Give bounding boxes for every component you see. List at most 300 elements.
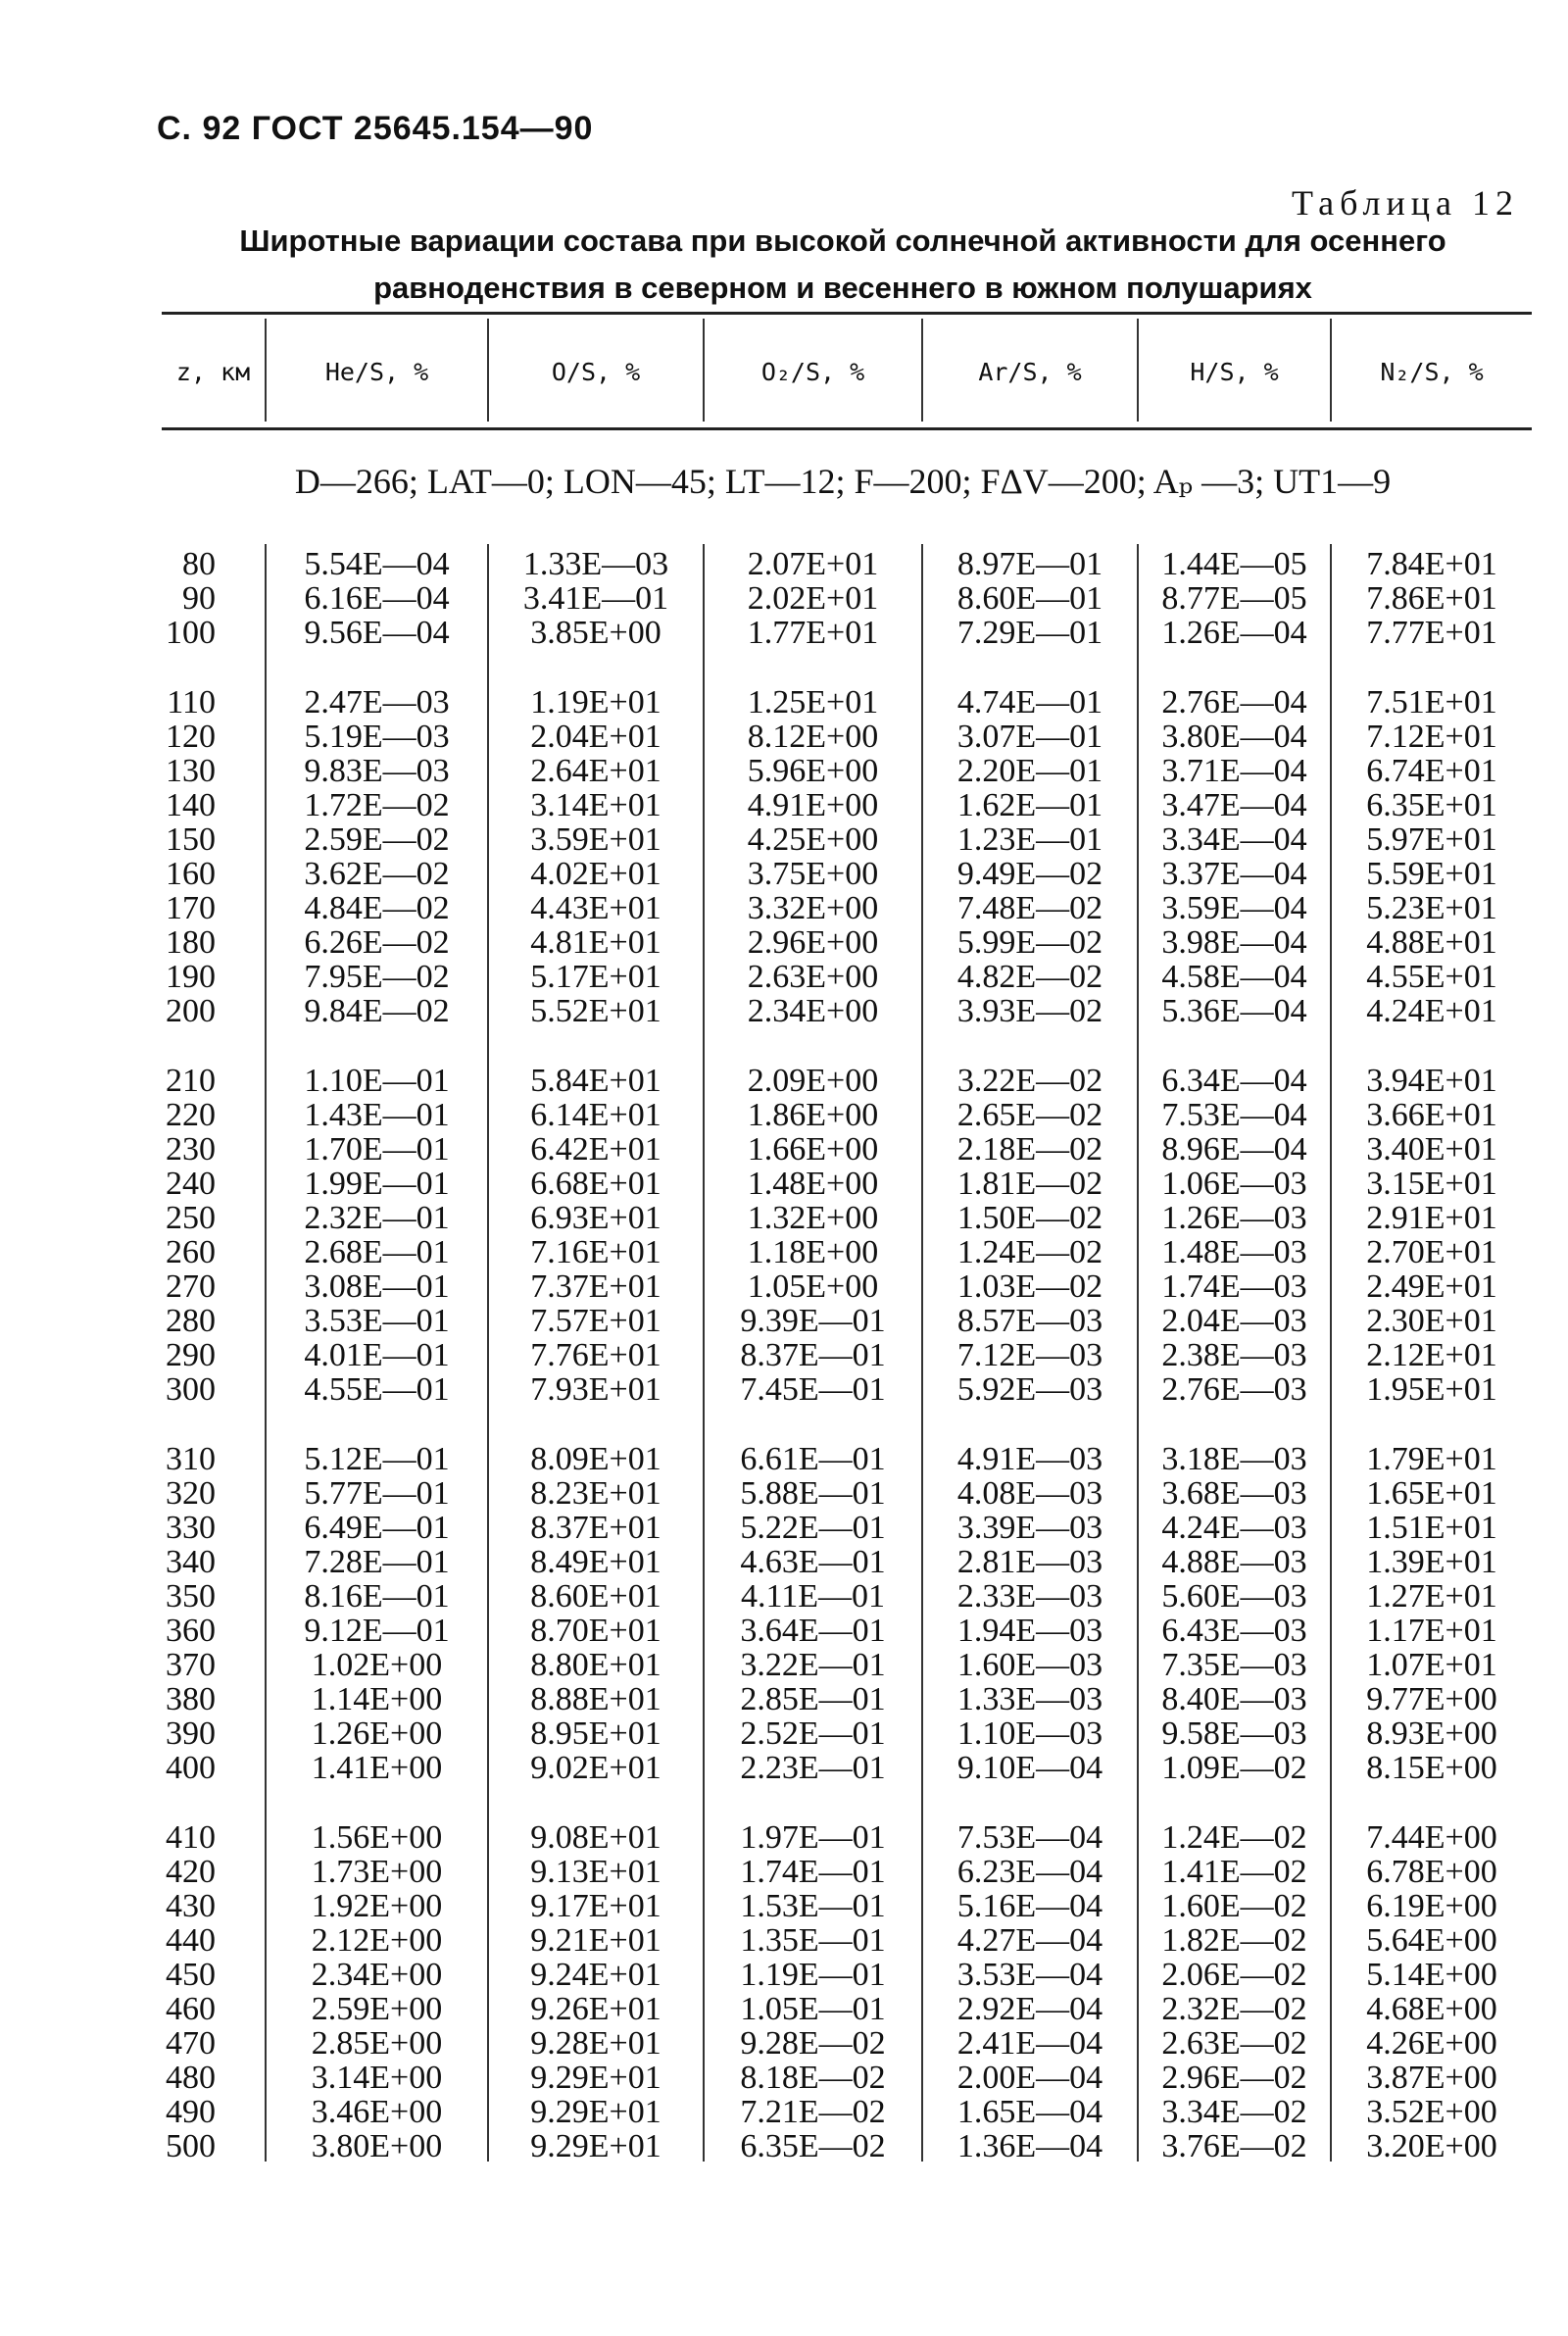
table-cell: 9.58E—03 (1161, 1715, 1307, 1752)
table-cell: 360 (166, 1613, 216, 1649)
table-cell: 1.65E—04 (956, 2094, 1103, 2130)
group-gap (705, 1785, 921, 1820)
table-cell: 2.63E+00 (747, 959, 879, 995)
group-gap (923, 650, 1137, 685)
table-cell: 9.29E+01 (530, 2060, 662, 2096)
table-cell: 1.09E—02 (1161, 1750, 1307, 1786)
table-cell: 1.56E+00 (311, 1819, 443, 1856)
table-cell: 400 (166, 1750, 216, 1786)
table-cell: 1.94E—03 (956, 1613, 1103, 1649)
table-cell: 5.14E+00 (1366, 1957, 1497, 1993)
table-cell: 1.39E+01 (1366, 1544, 1497, 1580)
table-cell: 2.04E—03 (1161, 1303, 1307, 1339)
table-cell: 1.10E—03 (956, 1715, 1103, 1752)
table-cell: 6.35E—02 (740, 2128, 886, 2164)
table-cell: 3.18E—03 (1161, 1441, 1307, 1477)
table-cell: 1.48E—03 (1161, 1234, 1307, 1270)
group-gap (147, 1028, 216, 1064)
column-ar (923, 547, 1137, 2163)
table-cell: 2.23E—01 (740, 1750, 886, 1786)
table-cell: 2.96E+00 (747, 924, 879, 961)
table-cell: 3.68E—03 (1161, 1475, 1307, 1512)
table-cell: 1.02E+00 (311, 1647, 443, 1683)
table-cell: 4.24E—03 (1161, 1510, 1307, 1546)
table-cell: 3.80E+00 (311, 2128, 443, 2164)
table-cell: 80 (182, 546, 216, 582)
group-gap (1332, 1785, 1532, 1820)
table-cell: 4.11E—01 (740, 1578, 885, 1615)
table-cell: 2.38E—03 (1161, 1337, 1307, 1373)
table-cell: 9.08E+01 (530, 1819, 662, 1856)
table-cell: 4.82E—02 (956, 959, 1103, 995)
table-cell: 220 (166, 1097, 216, 1133)
table-cell: 380 (166, 1681, 216, 1717)
table-cell: 1.53E—01 (740, 1888, 886, 1924)
group-gap (1139, 650, 1330, 685)
table-cell: 8.95E+01 (530, 1715, 662, 1752)
table-cell: 9.83E—03 (304, 753, 450, 789)
table-cell: 6.35E+01 (1366, 787, 1497, 823)
table-cell: 3.59E+01 (530, 821, 662, 858)
table-cell: 1.24E—02 (956, 1234, 1103, 1270)
table-cell: 4.24E+01 (1366, 993, 1497, 1029)
table-cell: 8.60E—01 (956, 580, 1103, 617)
table-cell: 7.93E+01 (530, 1371, 662, 1408)
table-cell: 2.34E+00 (311, 1957, 443, 1993)
table-cell: 7.48E—02 (956, 890, 1103, 926)
table-cell: 5.96E+00 (747, 753, 879, 789)
table-cell: 3.75E+00 (747, 856, 879, 892)
table-cell: 110 (167, 684, 216, 721)
table-cell: 1.23E—01 (956, 821, 1103, 858)
table-cell: 4.74E—01 (956, 684, 1103, 721)
table-cell: 1.43E—01 (304, 1097, 450, 1133)
table-cell: 340 (166, 1544, 216, 1580)
table-cell: 6.14E+01 (530, 1097, 662, 1133)
group-gap (705, 1407, 921, 1442)
table-cell: 5.19E—03 (304, 719, 450, 755)
table-cell: 1.41E—02 (1161, 1854, 1307, 1890)
table-cell: 2.12E+00 (311, 1922, 443, 1959)
table-cell: 2.70E+01 (1366, 1234, 1497, 1270)
table-cell: 1.33E—03 (522, 546, 669, 582)
group-gap (1139, 1028, 1330, 1064)
table-cell: 8.09E+01 (530, 1441, 662, 1477)
table-cell: 3.46E+00 (311, 2094, 443, 2130)
group-gap (267, 1028, 487, 1064)
model-parameters: D—266; LAT—0; LON—45; LT—12; F—200; FΔV—200; Aₚ —3; UT1—9 (294, 462, 1392, 501)
table-cell: 8.80E+01 (530, 1647, 662, 1683)
table-cell: 9.77E+00 (1366, 1681, 1497, 1717)
table-cell: 6.78E+00 (1366, 1854, 1497, 1890)
table-cell: 2.81E—03 (956, 1544, 1103, 1580)
group-gap (923, 1028, 1137, 1064)
table-cell: 270 (166, 1268, 216, 1305)
table-cell: 8.23E+01 (530, 1475, 662, 1512)
group-gap (923, 1785, 1137, 1820)
column-header-ar: Ar/S, % (978, 358, 1082, 386)
table-cell: 2.12E+01 (1366, 1337, 1497, 1373)
table-cell: 1.79E+01 (1366, 1441, 1497, 1477)
table-cell: 2.30E+01 (1366, 1303, 1497, 1339)
table-cell: 1.05E+00 (747, 1268, 879, 1305)
table-cell: 1.17E+01 (1366, 1613, 1497, 1649)
table-cell: 3.39E—03 (956, 1510, 1103, 1546)
table-cell: 2.49E+01 (1366, 1268, 1497, 1305)
table-cell: 1.86E+00 (747, 1097, 879, 1133)
table-cell: 1.97E—01 (740, 1819, 886, 1856)
group-gap (267, 1407, 487, 1442)
table-cell: 9.17E+01 (530, 1888, 662, 1924)
table-cell: 5.97E+01 (1366, 821, 1497, 858)
table-cell: 290 (166, 1337, 216, 1373)
column-o2 (705, 547, 921, 2163)
table-cell: 1.32E+00 (747, 1200, 879, 1236)
table-cell: 3.20E+00 (1366, 2128, 1497, 2164)
table-cell: 1.14E+00 (311, 1681, 443, 1717)
table-cell: 5.22E—01 (740, 1510, 886, 1546)
table-cell: 4.68E+00 (1366, 1991, 1497, 2027)
table-cell: 2.96E—02 (1161, 2060, 1307, 2096)
table-cell: 210 (166, 1063, 216, 1099)
table-cell: 470 (166, 2025, 216, 2062)
table-cell: 4.58E—04 (1161, 959, 1307, 995)
table-cell: 310 (166, 1441, 216, 1477)
table-cell: 1.77E+01 (747, 615, 879, 651)
table-cell: 9.26E+01 (530, 1991, 662, 2027)
table-cell: 1.35E—01 (740, 1922, 886, 1959)
table-cell: 440 (166, 1922, 216, 1959)
table-cell: 8.77E—05 (1161, 580, 1307, 617)
table-cell: 6.93E+01 (530, 1200, 662, 1236)
table-cell: 1.44E—05 (1161, 546, 1307, 582)
table-cell: 1.25E+01 (747, 684, 879, 721)
table-cell: 420 (166, 1854, 216, 1890)
table-cell: 8.93E+00 (1366, 1715, 1497, 1752)
table-cell: 1.19E+01 (530, 684, 662, 721)
table-caption-line1: Широтные вариации состава при высокой солнечной активности для осеннего (239, 224, 1446, 258)
table-cell: 370 (166, 1647, 216, 1683)
table-cell: 8.60E+01 (530, 1578, 662, 1615)
table-cell: 1.19E—01 (740, 1957, 886, 1993)
table-cell: 1.48E+00 (747, 1166, 879, 1202)
table-cell: 1.41E+00 (311, 1750, 443, 1786)
table-cell: 1.74E—01 (740, 1854, 886, 1890)
group-gap (1332, 1028, 1532, 1064)
table-cell: 9.24E+01 (530, 1957, 662, 1993)
table-cell: 9.12E—01 (304, 1613, 450, 1649)
table-cell: 1.65E+01 (1366, 1475, 1497, 1512)
table-cell: 9.10E—04 (956, 1750, 1103, 1786)
table-cell: 6.19E+00 (1366, 1888, 1497, 1924)
table-cell: 3.62E—02 (304, 856, 450, 892)
table-cell: 4.63E—01 (740, 1544, 886, 1580)
table-cell: 3.66E+01 (1366, 1097, 1497, 1133)
column-header-he: He/S, % (324, 358, 429, 386)
table-cell: 3.34E—04 (1161, 821, 1307, 858)
table-cell: 2.65E—02 (956, 1097, 1103, 1133)
table-cell: 5.16E—04 (956, 1888, 1103, 1924)
table-cell: 6.34E—04 (1161, 1063, 1307, 1099)
table-cell: 6.74E+01 (1366, 753, 1497, 789)
column-h (1139, 547, 1330, 2163)
table-cell: 2.00E—04 (956, 2060, 1103, 2096)
table-cell: 8.88E+01 (530, 1681, 662, 1717)
table-cell: 170 (166, 890, 216, 926)
table-cell: 320 (166, 1475, 216, 1512)
group-gap (923, 1407, 1137, 1442)
group-gap (147, 1407, 216, 1442)
table-cell: 1.18E+00 (747, 1234, 879, 1270)
table-cell: 4.81E+01 (530, 924, 662, 961)
table-cell: 8.96E—04 (1161, 1131, 1307, 1168)
table-cell: 1.60E—02 (1161, 1888, 1307, 1924)
group-gap (147, 1785, 216, 1820)
table-cell: 1.10E—01 (304, 1063, 450, 1099)
table-cell: 140 (166, 787, 216, 823)
group-gap (489, 1028, 703, 1064)
table-cell: 9.28E+01 (530, 2025, 662, 2062)
table-cell: 2.52E—01 (740, 1715, 886, 1752)
table-cell: 4.84E—02 (304, 890, 450, 926)
table-cell: 1.70E—01 (304, 1131, 450, 1168)
table-cell: 3.22E—01 (740, 1647, 886, 1683)
table-cell: 480 (166, 2060, 216, 2096)
table-cell: 4.27E—04 (956, 1922, 1103, 1959)
group-gap (489, 650, 703, 685)
table-cell: 4.08E—03 (956, 1475, 1103, 1512)
table-cell: 5.64E+00 (1366, 1922, 1497, 1959)
table-cell: 330 (166, 1510, 216, 1546)
table-cell: 100 (166, 615, 216, 651)
table-cell: 9.29E+01 (530, 2094, 662, 2130)
table-cell: 2.04E+01 (530, 719, 662, 755)
table-cell: 3.40E+01 (1366, 1131, 1497, 1168)
table-cell: 2.59E+00 (311, 1991, 443, 2027)
table-cell: 2.92E—04 (956, 1991, 1103, 2027)
table-cell: 1.92E+00 (311, 1888, 443, 1924)
table-cell: 250 (166, 1200, 216, 1236)
table-cell: 1.81E—02 (956, 1166, 1103, 1202)
table-cell: 3.76E—02 (1161, 2128, 1307, 2164)
table-cell: 3.52E+00 (1366, 2094, 1497, 2130)
table-cell: 2.64E+01 (530, 753, 662, 789)
table-cell: 3.87E+00 (1366, 2060, 1497, 2096)
group-gap (705, 650, 921, 685)
table-cell: 2.76E—04 (1161, 684, 1307, 721)
column-header-n2: N₂/S, % (1380, 358, 1484, 386)
table-cell: 460 (166, 1991, 216, 2027)
table-cell: 7.86E+01 (1366, 580, 1497, 617)
table-cell: 240 (166, 1166, 216, 1202)
table-cell: 6.43E—03 (1161, 1613, 1307, 1649)
table-cell: 350 (166, 1578, 216, 1615)
table-cell: 3.93E—02 (956, 993, 1103, 1029)
table-cell: 3.41E—01 (522, 580, 669, 617)
table-cell: 6.42E+01 (530, 1131, 662, 1168)
group-gap (147, 650, 216, 685)
table-cell: 1.74E—03 (1161, 1268, 1307, 1305)
table-cell: 1.62E—01 (956, 787, 1103, 823)
table-cell: 500 (166, 2128, 216, 2164)
table-cell: 2.91E+01 (1366, 1200, 1497, 1236)
table-cell: 1.06E—03 (1161, 1166, 1307, 1202)
column-header-h: H/S, % (1190, 358, 1279, 386)
table-caption-line2: равноденствия в северном и весеннего в южном полушариях (373, 271, 1312, 305)
table-cell: 280 (166, 1303, 216, 1339)
table-cell: 5.36E—04 (1161, 993, 1307, 1029)
table-cell: 160 (166, 856, 216, 892)
table-cell: 7.77E+01 (1366, 615, 1497, 651)
table-cell: 90 (182, 580, 216, 617)
table-cell: 3.22E—02 (956, 1063, 1103, 1099)
table-cell: 3.53E—01 (304, 1303, 450, 1339)
table-cell: 1.50E—02 (956, 1200, 1103, 1236)
table-label: Таблица 12 (1292, 183, 1519, 223)
table-cell: 9.84E—02 (304, 993, 450, 1029)
table-cell: 3.08E—01 (304, 1268, 450, 1305)
table-cell: 2.06E—02 (1161, 1957, 1307, 1993)
table-cell: 6.49E—01 (304, 1510, 450, 1546)
table-cell: 3.53E—04 (956, 1957, 1103, 1993)
table-cell: 7.12E+01 (1366, 719, 1497, 755)
table-cell: 190 (166, 959, 216, 995)
table-cell: 2.41E—04 (956, 2025, 1103, 2062)
table-cell: 5.60E—03 (1161, 1578, 1307, 1615)
table-cell: 2.32E—01 (304, 1200, 450, 1236)
table-cell: 7.28E—01 (304, 1544, 450, 1580)
group-gap (267, 650, 487, 685)
table-cell: 1.51E+01 (1366, 1510, 1497, 1546)
table-cell: 3.98E—04 (1161, 924, 1307, 961)
table-cell: 9.02E+01 (530, 1750, 662, 1786)
column-n2 (1332, 547, 1532, 2163)
table-cell: 8.18E—02 (740, 2060, 886, 2096)
table-cell: 1.26E—03 (1161, 1200, 1307, 1236)
table-cell: 2.33E—03 (956, 1578, 1103, 1615)
table-cell: 7.29E—01 (956, 615, 1103, 651)
table-cell: 8.49E+01 (530, 1544, 662, 1580)
table-cell: 1.07E+01 (1366, 1647, 1497, 1683)
table-cell: 9.39E—01 (740, 1303, 886, 1339)
table-cell: 3.14E+01 (530, 787, 662, 823)
column-he (267, 547, 487, 2163)
table-cell: 130 (166, 753, 216, 789)
table-cell: 8.12E+00 (747, 719, 879, 755)
table-cell: 6.16E—04 (304, 580, 450, 617)
table-cell: 1.99E—01 (304, 1166, 450, 1202)
table-cell: 5.17E+01 (530, 959, 662, 995)
table-cell: 9.21E+01 (530, 1922, 662, 1959)
table-cell: 1.24E—02 (1161, 1819, 1307, 1856)
table-cell: 4.55E—01 (304, 1371, 450, 1408)
table-cell: 1.72E—02 (304, 787, 450, 823)
table-cell: 1.27E+01 (1366, 1578, 1497, 1615)
group-gap (1139, 1407, 1330, 1442)
table-cell: 3.94E+01 (1366, 1063, 1497, 1099)
table-cell: 1.73E+00 (311, 1854, 443, 1890)
group-gap (1139, 1785, 1330, 1820)
table-cell: 2.85E+00 (311, 2025, 443, 2062)
table-cell: 5.88E—01 (740, 1475, 886, 1512)
table-cell: 8.40E—03 (1161, 1681, 1307, 1717)
table-cell: 2.59E—02 (304, 821, 450, 858)
table-cell: 8.70E+01 (530, 1613, 662, 1649)
table-cell: 1.05E—01 (740, 1991, 886, 2027)
table-cell: 5.99E—02 (956, 924, 1103, 961)
table-cell: 300 (166, 1371, 216, 1408)
table-cell: 180 (166, 924, 216, 961)
table-cell: 2.85E—01 (740, 1681, 886, 1717)
table-cell: 3.80E—04 (1161, 719, 1307, 755)
table-cell: 7.95E—02 (304, 959, 450, 995)
table-cell: 9.28E—02 (740, 2025, 886, 2062)
table-cell: 9.56E—04 (304, 615, 450, 651)
table-cell: 7.37E+01 (530, 1268, 662, 1305)
table-cell: 6.23E—04 (956, 1854, 1103, 1890)
table-cell: 1.33E—03 (956, 1681, 1103, 1717)
table-cell: 3.85E+00 (530, 615, 662, 651)
table-cell: 7.57E+01 (530, 1303, 662, 1339)
table-cell: 4.91E+00 (747, 787, 879, 823)
table-cell: 5.23E+01 (1366, 890, 1497, 926)
table-cell: 1.03E—02 (956, 1268, 1103, 1305)
table-cell: 2.07E+01 (747, 546, 879, 582)
header-bottom-rule (162, 427, 1532, 430)
table-cell: 2.32E—02 (1161, 1991, 1307, 2027)
column-header-o: O/S, % (551, 358, 641, 386)
table-cell: 1.66E+00 (747, 1131, 879, 1168)
table-cell: 4.55E+01 (1366, 959, 1497, 995)
page-header: С. 92 ГОСТ 25645.154—90 (157, 110, 594, 147)
group-gap (489, 1785, 703, 1820)
table-cell: 4.25E+00 (747, 821, 879, 858)
group-gap (1332, 1407, 1532, 1442)
table-cell: 1.60E—03 (956, 1647, 1103, 1683)
column-z (147, 547, 216, 2163)
table-cell: 2.18E—02 (956, 1131, 1103, 1168)
table-cell: 9.13E+01 (530, 1854, 662, 1890)
table-cell: 4.91E—03 (956, 1441, 1103, 1477)
table-cell: 3.15E+01 (1366, 1166, 1497, 1202)
group-gap (489, 1407, 703, 1442)
table-cell: 9.29E+01 (530, 2128, 662, 2164)
table-cell: 8.15E+00 (1366, 1750, 1497, 1786)
table-cell: 4.43E+01 (530, 890, 662, 926)
table-top-rule (162, 312, 1532, 315)
table-cell: 150 (166, 821, 216, 858)
table-cell: 5.12E—01 (304, 1441, 450, 1477)
table-cell: 7.53E—04 (956, 1819, 1103, 1856)
group-gap (267, 1785, 487, 1820)
table-cell: 3.37E—04 (1161, 856, 1307, 892)
table-cell: 5.52E+01 (530, 993, 662, 1029)
table-cell: 7.84E+01 (1366, 546, 1497, 582)
table-cell: 2.09E+00 (747, 1063, 879, 1099)
table-cell: 6.61E—01 (740, 1441, 886, 1477)
table-cell: 430 (166, 1888, 216, 1924)
table-cell: 450 (166, 1957, 216, 1993)
table-cell: 2.02E+01 (747, 580, 879, 617)
table-cell: 1.36E—04 (956, 2128, 1103, 2164)
table-cell: 7.12E—03 (956, 1337, 1103, 1373)
table-cell: 8.37E+01 (530, 1510, 662, 1546)
table-cell: 4.02E+01 (530, 856, 662, 892)
table-cell: 7.53E—04 (1161, 1097, 1307, 1133)
table-cell: 7.44E+00 (1366, 1819, 1497, 1856)
table-cell: 1.95E+01 (1366, 1371, 1497, 1408)
column-o (489, 547, 703, 2163)
